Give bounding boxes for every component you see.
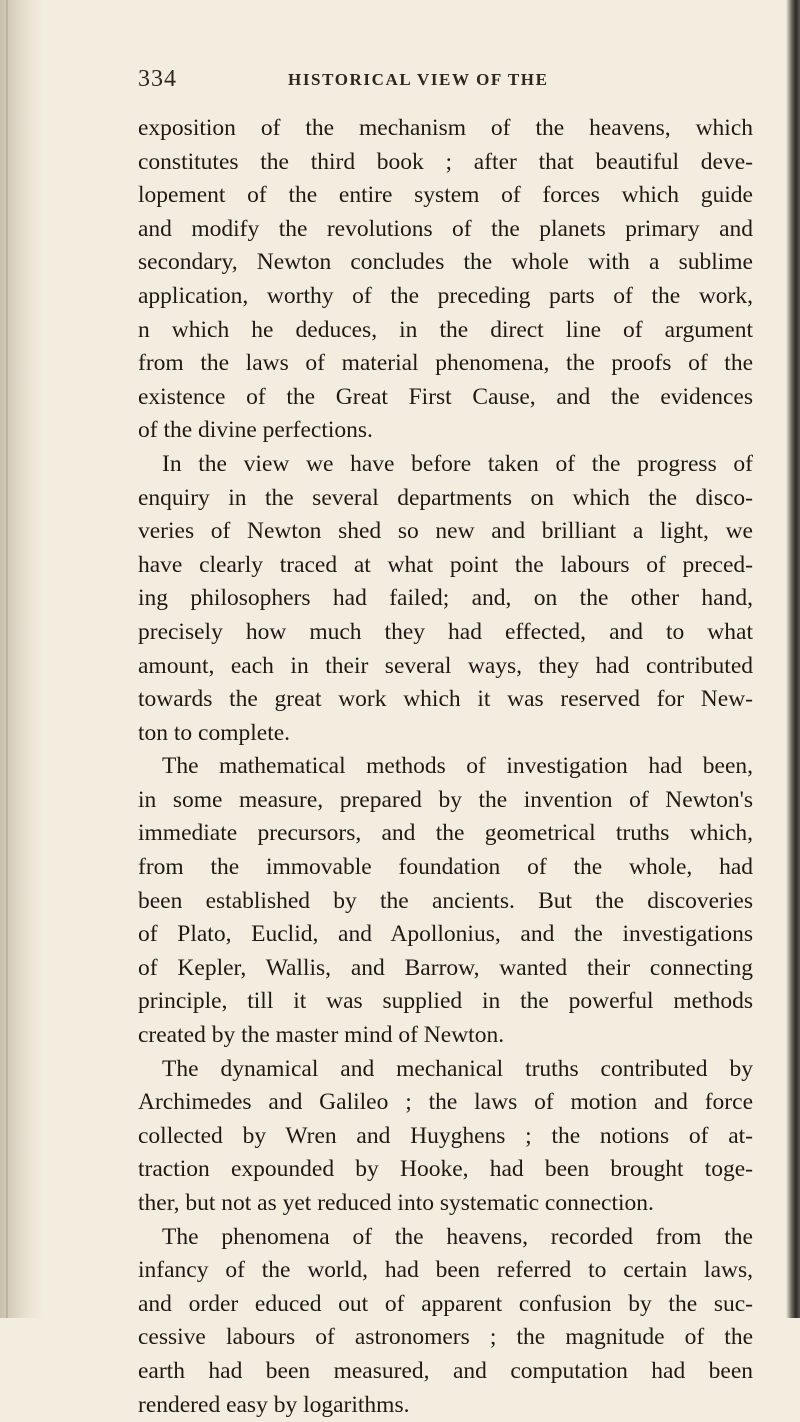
text-line: enquiry in the several departments on which the disco-: [138, 484, 753, 511]
text-line: immediate precursors, and the geometrical truths which,: [138, 820, 753, 847]
text-line: ton to complete.: [138, 719, 291, 746]
text-line: of Kepler, Wallis, and Barrow, wanted their connecting: [138, 954, 753, 981]
page-number: 334: [138, 66, 177, 92]
body-text: [138, 112, 753, 1422]
text-line: cessive labours of astronomers ; the magnitude of the: [138, 1324, 753, 1351]
text-line: traction expounded by Hooke, had been brought toge-: [138, 1156, 753, 1183]
paragraph-first-line: In the view we have before taken of the progress of: [162, 450, 753, 477]
text-line: have clearly traced at what point the labours of preced-: [138, 551, 753, 578]
text-line: constitutes the third book ; after that beautiful deve-: [138, 148, 753, 175]
text-line: earth had been measured, and computation had been: [138, 1357, 753, 1384]
text-line: n which he deduces, in the direct line of argument: [138, 316, 753, 343]
text-line: and modify the revolutions of the planets primary and: [138, 215, 753, 242]
text-line: created by the master mind of Newton.: [138, 1022, 505, 1049]
text-line: of Plato, Euclid, and Apollonius, and the investigations: [138, 921, 753, 948]
text-line: ing philosophers had failed; and, on the other hand,: [138, 585, 753, 612]
text-line: veries of Newton shed so new and brilliant a light, we: [138, 518, 753, 545]
text-line: in some measure, prepared by the invention of Newton's: [138, 786, 753, 813]
text-line: collected by Wren and Huyghens ; the notions of at-: [138, 1122, 753, 1149]
text-line: rendered easy by logarithms.: [138, 1391, 410, 1418]
text-line: from the immovable foundation of the whole, had: [138, 854, 753, 881]
text-line: from the laws of material phenomena, the proofs of the: [138, 350, 753, 377]
text-line: infancy of the world, had been referred to certain laws,: [138, 1257, 753, 1284]
paragraph-first-line: The mathematical methods of investigation had been,: [162, 753, 753, 780]
page-edge-shadow: [786, 0, 800, 1318]
running-head: HISTORICAL VIEW OF THE: [288, 70, 549, 89]
text-line: existence of the Great First Cause, and the evidences: [138, 383, 753, 410]
text-line: principle, till it was supplied in the powerful methods: [138, 988, 753, 1015]
text-line: of the divine perfections.: [138, 417, 373, 444]
text-line: precisely how much they had effected, and to what: [138, 618, 753, 645]
page-header: [138, 66, 738, 96]
paragraph-first-line: The dynamical and mechanical truths contributed by: [162, 1055, 753, 1082]
text-line: ther, but not as yet reduced into systematic connection.: [138, 1190, 654, 1216]
text-line: been established by the ancients. But the discoveries: [138, 887, 753, 914]
text-line: and order educed out of apparent confusion by the suc-: [138, 1290, 753, 1317]
page-gutter: [0, 0, 44, 1318]
paragraph-first-line: The phenomena of the heavens, recorded from the: [162, 1223, 753, 1250]
text-line: exposition of the mechanism of the heavens, which: [138, 115, 753, 141]
text-line: lopement of the entire system of forces which guide: [138, 182, 753, 209]
text-line: application, worthy of the preceding parts of the work,: [138, 282, 753, 309]
text-line: secondary, Newton concludes the whole with a sublime: [138, 249, 753, 276]
text-line: Archimedes and Galileo ; the laws of motion and force: [138, 1089, 753, 1116]
text-line: amount, each in their several ways, they had contributed: [138, 652, 753, 679]
text-line: towards the great work which it was reserved for New-: [138, 686, 753, 713]
